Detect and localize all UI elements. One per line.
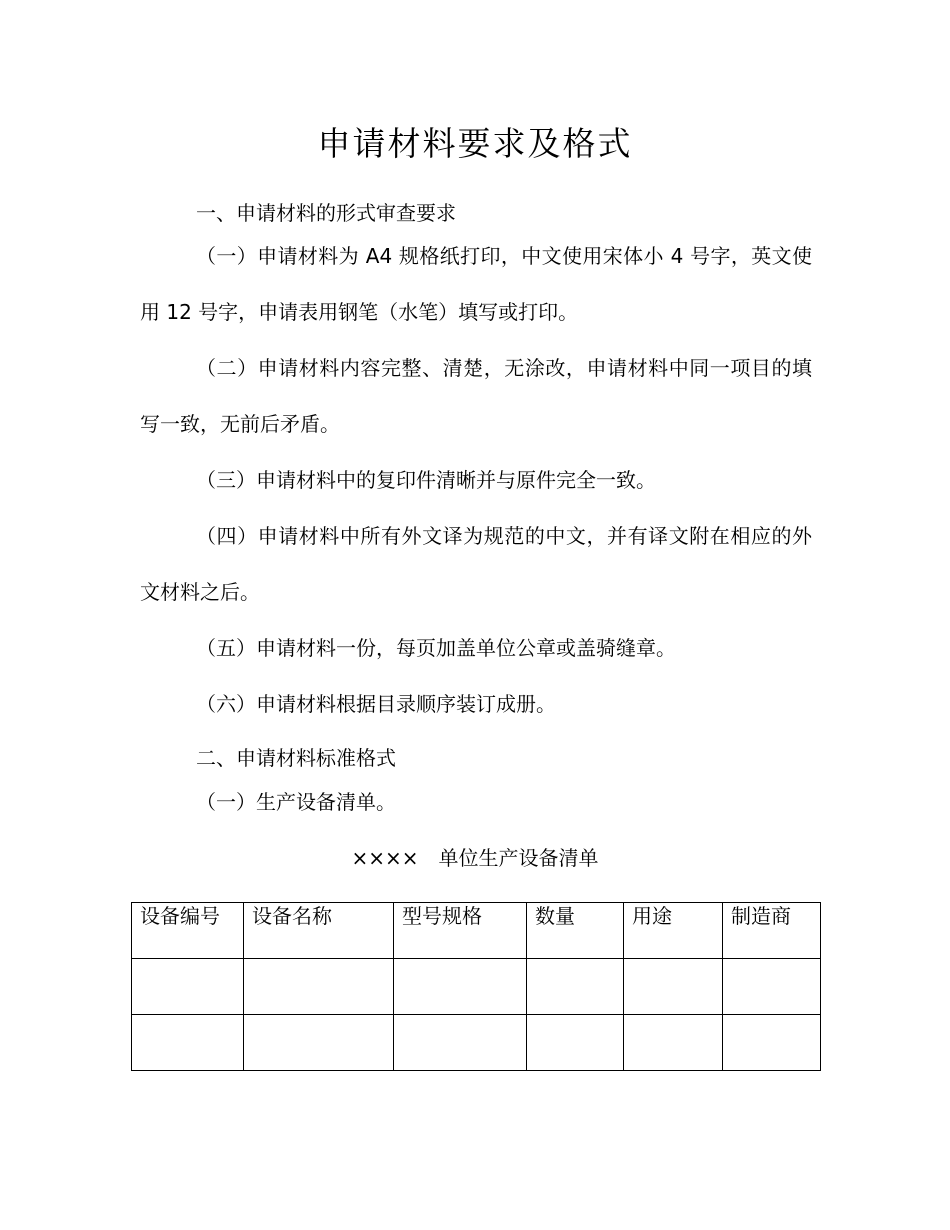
document-title: 申请材料要求及格式: [317, 124, 633, 163]
requirement-item-4: （四）申请材料中所有外文译为规范的中文，并有译文附在相应的外文材料之后。: [140, 524, 812, 604]
section-2-subheading: （一）生产设备清单。: [196, 790, 396, 814]
table-row: [132, 959, 821, 1015]
section-2-heading: 二、申请材料标准格式: [196, 746, 396, 770]
header-purpose: 用途: [624, 903, 723, 959]
table-cell: [624, 1015, 723, 1071]
table-cell: [132, 959, 244, 1015]
header-equipment-name: 设备名称: [244, 903, 394, 959]
requirement-item-6: （六）申请材料根据目录顺序装订成册。: [196, 692, 556, 716]
table-cell: [527, 959, 624, 1015]
table-header-row: [132, 903, 821, 959]
header-manufacturer: 制造商: [723, 903, 821, 959]
requirement-item-2: （二）申请材料内容完整、清楚，无涂改，申请材料中同一项目的填写一致，无前后矛盾。: [140, 356, 812, 436]
table-cell: [244, 1015, 394, 1071]
header-model-spec: 型号规格: [394, 903, 527, 959]
table-cell: [723, 1015, 821, 1071]
equipment-table: [131, 902, 821, 1071]
header-quantity: 数量: [527, 903, 624, 959]
table-cell: [624, 959, 723, 1015]
table-cell: [394, 959, 527, 1015]
requirement-item-5: （五）申请材料一份，每页加盖单位公章或盖骑缝章。: [196, 636, 676, 660]
table-cell: [394, 1015, 527, 1071]
section-1-heading: 一、申请材料的形式审查要求: [196, 201, 456, 225]
table-row: [132, 1015, 821, 1071]
header-equipment-id: 设备编号: [132, 903, 244, 959]
requirement-item-3: （三）申请材料中的复印件清晰并与原件完全一致。: [196, 468, 656, 492]
table-cell: [527, 1015, 624, 1071]
table-cell: [132, 1015, 244, 1071]
table-cell: [244, 959, 394, 1015]
equipment-table-title: ×××× 单位生产设备清单: [351, 846, 599, 870]
requirement-item-1: （一）申请材料为 A4 规格纸打印，中文使用宋体小 4 号字，英文使用 12 号字，申请表用钢笔（水笔）填写或打印。: [140, 244, 812, 324]
table-cell: [723, 959, 821, 1015]
